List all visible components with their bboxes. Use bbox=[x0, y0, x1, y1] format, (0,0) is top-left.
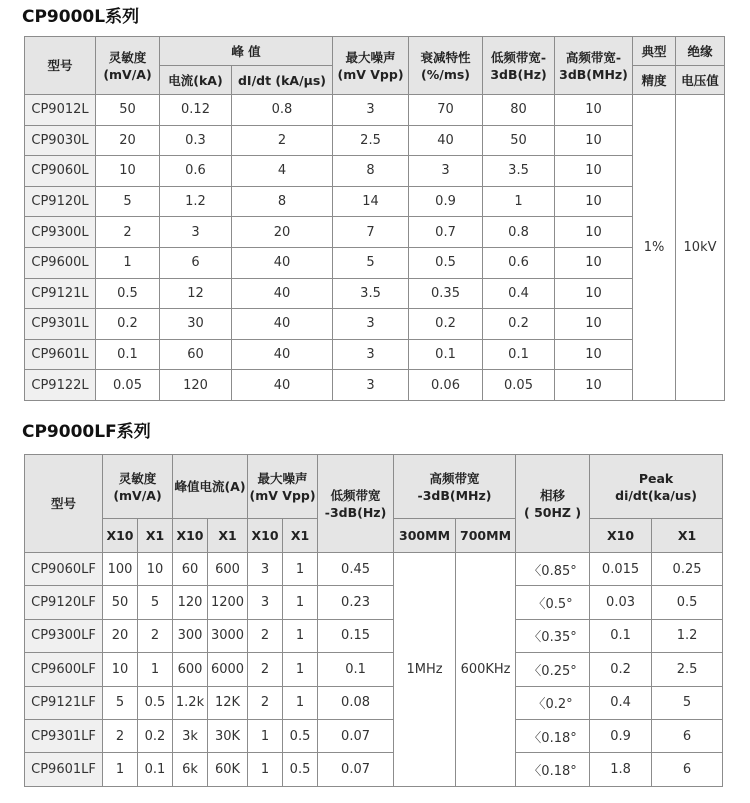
cell-model: CP9120L bbox=[25, 186, 96, 217]
table-row bbox=[25, 186, 725, 217]
cell-droop: 40 bbox=[409, 125, 483, 156]
cell-hf-bandwidth: 10 bbox=[555, 370, 633, 401]
cell-didt-x1: 0.5 bbox=[652, 586, 723, 619]
cell-noise-x1: 1 bbox=[283, 619, 318, 652]
cell-hf-bandwidth: 10 bbox=[555, 156, 633, 187]
cell-hf-bandwidth: 10 bbox=[555, 247, 633, 278]
cell-droop: 70 bbox=[409, 95, 483, 126]
header-peak-didt: Peak di/dt(ka/us) bbox=[590, 455, 723, 519]
cell-peak-didt: 40 bbox=[232, 247, 333, 278]
cell-didt-x1: 0.25 bbox=[652, 553, 723, 586]
header-insulation-bottom: 电压值 bbox=[676, 66, 725, 95]
cell-sensitivity: 5 bbox=[96, 186, 160, 217]
cell-didt-x1: 2.5 bbox=[652, 653, 723, 686]
cell-peak-x10: 1.2k bbox=[173, 686, 208, 719]
cell-lf-bandwidth: 0.07 bbox=[318, 719, 394, 752]
cell-hf-bandwidth: 10 bbox=[555, 339, 633, 370]
cell-noise: 14 bbox=[333, 186, 409, 217]
cell-model: CP9120LF bbox=[25, 586, 103, 619]
table-row bbox=[25, 370, 725, 401]
header-sens-x10: X10 bbox=[103, 519, 138, 553]
cell-sensitivity: 10 bbox=[96, 156, 160, 187]
cell-peak-x10: 300 bbox=[173, 619, 208, 652]
cell-phase: 〈0.18° bbox=[516, 719, 590, 752]
cell-sensitivity: 20 bbox=[96, 125, 160, 156]
cell-model: CP9600LF bbox=[25, 653, 103, 686]
table-row bbox=[25, 653, 723, 686]
table-row bbox=[25, 719, 723, 752]
cell-hf-bandwidth: 10 bbox=[555, 309, 633, 340]
cell-lf-bandwidth: 0.2 bbox=[483, 309, 555, 340]
table-row bbox=[25, 278, 725, 309]
cell-model: CP9060L bbox=[25, 156, 96, 187]
cell-noise: 2.5 bbox=[333, 125, 409, 156]
cell-peak-current: 0.12 bbox=[160, 95, 232, 126]
cell-peak-x1: 6000 bbox=[208, 653, 248, 686]
cell-noise: 3 bbox=[333, 339, 409, 370]
cell-peak-didt: 40 bbox=[232, 278, 333, 309]
cell-didt-x10: 0.1 bbox=[590, 619, 652, 652]
cell-lf-bandwidth: 0.6 bbox=[483, 247, 555, 278]
cell-peak-current: 0.3 bbox=[160, 125, 232, 156]
header-peak: 峰 值 bbox=[160, 37, 333, 66]
cell-lf-bandwidth: 0.23 bbox=[318, 586, 394, 619]
cell-droop: 0.9 bbox=[409, 186, 483, 217]
table1-title: CP9000L系列 bbox=[22, 7, 140, 27]
cell-peak-x1: 1200 bbox=[208, 586, 248, 619]
table-row bbox=[25, 247, 725, 278]
header-peak-current: 峰值电流(A) bbox=[173, 455, 248, 519]
cell-peak-current: 30 bbox=[160, 309, 232, 340]
table-row bbox=[25, 753, 723, 786]
header-model: 型号 bbox=[25, 37, 96, 95]
cell-noise-x1: 1 bbox=[283, 686, 318, 719]
cell-peak-didt: 2 bbox=[232, 125, 333, 156]
cell-peak-didt: 0.8 bbox=[232, 95, 333, 126]
cell-hf-bandwidth: 10 bbox=[555, 186, 633, 217]
cell-sensitivity: 0.05 bbox=[96, 370, 160, 401]
cell-didt-x1: 5 bbox=[652, 686, 723, 719]
cell-peak-didt: 20 bbox=[232, 217, 333, 248]
cell-noise: 3 bbox=[333, 309, 409, 340]
cell-lf-bandwidth: 0.07 bbox=[318, 753, 394, 786]
cell-noise-x10: 2 bbox=[248, 686, 283, 719]
cell-sens-x10: 1 bbox=[103, 753, 138, 786]
cell-droop: 0.1 bbox=[409, 339, 483, 370]
header-phase: 相移 ( 50HZ ) bbox=[516, 455, 590, 553]
header-noise-x1: X1 bbox=[283, 519, 318, 553]
header-droop: 衰减特性 (%/ms) bbox=[409, 37, 483, 95]
header-hf-300mm: 300MM bbox=[394, 519, 456, 553]
header-didt-x1: X1 bbox=[652, 519, 723, 553]
cell-accuracy: 1% bbox=[633, 95, 676, 401]
header-peak-current: 电流(kA) bbox=[160, 66, 232, 95]
header-sensitivity: 灵敏度 (mV/A) bbox=[103, 455, 173, 519]
cell-model: CP9122L bbox=[25, 370, 96, 401]
cell-model: CP9301L bbox=[25, 309, 96, 340]
cell-sens-x1: 2 bbox=[138, 619, 173, 652]
cell-sensitivity: 1 bbox=[96, 247, 160, 278]
cell-didt-x10: 0.2 bbox=[590, 653, 652, 686]
cell-peak-x10: 6k bbox=[173, 753, 208, 786]
cell-peak-current: 3 bbox=[160, 217, 232, 248]
cell-sens-x10: 50 bbox=[103, 586, 138, 619]
cell-phase: 〈0.2° bbox=[516, 686, 590, 719]
cell-lf-bandwidth: 1 bbox=[483, 186, 555, 217]
cell-sens-x1: 5 bbox=[138, 586, 173, 619]
cell-phase: 〈0.5° bbox=[516, 586, 590, 619]
cell-didt-x10: 0.4 bbox=[590, 686, 652, 719]
cell-peak-x10: 600 bbox=[173, 653, 208, 686]
cell-phase: 〈0.35° bbox=[516, 619, 590, 652]
cell-phase: 〈0.25° bbox=[516, 653, 590, 686]
cell-model: CP9030L bbox=[25, 125, 96, 156]
cell-hf-bandwidth: 10 bbox=[555, 95, 633, 126]
cell-noise-x10: 3 bbox=[248, 586, 283, 619]
table-row bbox=[25, 217, 725, 248]
cell-model: CP9300LF bbox=[25, 619, 103, 652]
cell-sens-x10: 2 bbox=[103, 719, 138, 752]
cell-sens-x1: 1 bbox=[138, 653, 173, 686]
cell-peak-x1: 30K bbox=[208, 719, 248, 752]
cell-noise: 8 bbox=[333, 156, 409, 187]
header-peak-didt: dI/dt (kA/μs) bbox=[232, 66, 333, 95]
header-sens-x1: X1 bbox=[138, 519, 173, 553]
header-accuracy-top: 典型 bbox=[633, 37, 676, 66]
header-accuracy-bottom: 精度 bbox=[633, 66, 676, 95]
table-row bbox=[25, 586, 723, 619]
cell-noise-x10: 2 bbox=[248, 653, 283, 686]
cell-noise-x10: 3 bbox=[248, 553, 283, 586]
cp9000l-spec-table bbox=[24, 36, 725, 401]
cell-phase: 〈0.85° bbox=[516, 553, 590, 586]
cell-peak-didt: 8 bbox=[232, 186, 333, 217]
cell-sens-x10: 5 bbox=[103, 686, 138, 719]
cell-noise-x1: 0.5 bbox=[283, 753, 318, 786]
header-model: 型号 bbox=[25, 455, 103, 553]
cell-lf-bandwidth: 80 bbox=[483, 95, 555, 126]
cell-lf-bandwidth: 0.05 bbox=[483, 370, 555, 401]
header-hf-bandwidth: 高频带宽- 3dB(MHz) bbox=[555, 37, 633, 95]
cell-droop: 0.7 bbox=[409, 217, 483, 248]
cell-noise-x1: 1 bbox=[283, 586, 318, 619]
cell-sens-x1: 0.5 bbox=[138, 686, 173, 719]
cell-noise-x1: 1 bbox=[283, 553, 318, 586]
header-lf-bandwidth: 低频带宽 -3dB(Hz) bbox=[318, 455, 394, 553]
cell-model: CP9301LF bbox=[25, 719, 103, 752]
header-noise-x10: X10 bbox=[248, 519, 283, 553]
cell-hf-bandwidth: 10 bbox=[555, 278, 633, 309]
cell-sensitivity: 0.5 bbox=[96, 278, 160, 309]
cell-lf-bandwidth: 0.1 bbox=[318, 653, 394, 686]
cell-model: CP9012L bbox=[25, 95, 96, 126]
cell-sensitivity: 50 bbox=[96, 95, 160, 126]
table-row bbox=[25, 619, 723, 652]
cell-lf-bandwidth: 0.1 bbox=[483, 339, 555, 370]
cell-lf-bandwidth: 0.08 bbox=[318, 686, 394, 719]
table-row bbox=[25, 156, 725, 187]
cell-lf-bandwidth: 0.8 bbox=[483, 217, 555, 248]
header-noise: 最大噪声 (mV Vpp) bbox=[248, 455, 318, 519]
cell-hf-300mm: 1MHz bbox=[394, 553, 456, 787]
cell-phase: 〈0.18° bbox=[516, 753, 590, 786]
cell-droop: 0.5 bbox=[409, 247, 483, 278]
cell-noise-x10: 1 bbox=[248, 753, 283, 786]
table-row bbox=[25, 553, 723, 586]
cell-hf-bandwidth: 10 bbox=[555, 217, 633, 248]
cell-droop: 0.2 bbox=[409, 309, 483, 340]
cell-peak-x10: 120 bbox=[173, 586, 208, 619]
cell-hf-bandwidth: 10 bbox=[555, 125, 633, 156]
cell-sensitivity: 0.2 bbox=[96, 309, 160, 340]
header-lf-bandwidth: 低频带宽- 3dB(Hz) bbox=[483, 37, 555, 95]
cell-peak-current: 0.6 bbox=[160, 156, 232, 187]
cell-peak-current: 12 bbox=[160, 278, 232, 309]
cell-lf-bandwidth: 0.4 bbox=[483, 278, 555, 309]
cell-noise: 7 bbox=[333, 217, 409, 248]
cell-peak-current: 60 bbox=[160, 339, 232, 370]
table2-title: CP9000LF系列 bbox=[22, 422, 151, 442]
cell-didt-x1: 1.2 bbox=[652, 619, 723, 652]
cell-peak-x1: 12K bbox=[208, 686, 248, 719]
cell-lf-bandwidth: 50 bbox=[483, 125, 555, 156]
cell-didt-x10: 0.9 bbox=[590, 719, 652, 752]
header-didt-x10: X10 bbox=[590, 519, 652, 553]
header-hf-700mm: 700MM bbox=[456, 519, 516, 553]
cell-sens-x10: 10 bbox=[103, 653, 138, 686]
header-peak-x1: X1 bbox=[208, 519, 248, 553]
cell-didt-x10: 0.015 bbox=[590, 553, 652, 586]
cell-sensitivity: 2 bbox=[96, 217, 160, 248]
cell-noise-x10: 2 bbox=[248, 619, 283, 652]
cell-peak-x10: 3k bbox=[173, 719, 208, 752]
cell-lf-bandwidth: 0.15 bbox=[318, 619, 394, 652]
header-sensitivity: 灵敏度 (mV/A) bbox=[96, 37, 160, 95]
cell-hf-700mm: 600KHz bbox=[456, 553, 516, 787]
cell-peak-current: 120 bbox=[160, 370, 232, 401]
cell-lf-bandwidth: 0.45 bbox=[318, 553, 394, 586]
cell-noise: 3.5 bbox=[333, 278, 409, 309]
cell-model: CP9121LF bbox=[25, 686, 103, 719]
cell-model: CP9600L bbox=[25, 247, 96, 278]
cell-insulation: 10kV bbox=[676, 95, 725, 401]
cell-peak-didt: 40 bbox=[232, 370, 333, 401]
cell-peak-didt: 40 bbox=[232, 339, 333, 370]
cell-sens-x1: 10 bbox=[138, 553, 173, 586]
cell-peak-x10: 60 bbox=[173, 553, 208, 586]
cell-peak-x1: 3000 bbox=[208, 619, 248, 652]
cell-droop: 0.06 bbox=[409, 370, 483, 401]
cell-peak-didt: 40 bbox=[232, 309, 333, 340]
cell-droop: 3 bbox=[409, 156, 483, 187]
cell-model: CP9601L bbox=[25, 339, 96, 370]
cell-didt-x1: 6 bbox=[652, 753, 723, 786]
cell-didt-x10: 1.8 bbox=[590, 753, 652, 786]
cell-peak-current: 6 bbox=[160, 247, 232, 278]
header-hf-bandwidth: 高频带宽 -3dB(MHz) bbox=[394, 455, 516, 519]
cell-peak-x1: 600 bbox=[208, 553, 248, 586]
header-peak-x10: X10 bbox=[173, 519, 208, 553]
cell-didt-x10: 0.03 bbox=[590, 586, 652, 619]
cell-sens-x1: 0.1 bbox=[138, 753, 173, 786]
cell-model: CP9601LF bbox=[25, 753, 103, 786]
cell-model: CP9060LF bbox=[25, 553, 103, 586]
cp9000lf-spec-table bbox=[24, 454, 723, 787]
cell-droop: 0.35 bbox=[409, 278, 483, 309]
cell-lf-bandwidth: 3.5 bbox=[483, 156, 555, 187]
table-row bbox=[25, 125, 725, 156]
cell-noise-x1: 1 bbox=[283, 653, 318, 686]
cell-sens-x10: 100 bbox=[103, 553, 138, 586]
cell-noise: 3 bbox=[333, 370, 409, 401]
cell-sens-x1: 0.2 bbox=[138, 719, 173, 752]
cell-noise-x1: 0.5 bbox=[283, 719, 318, 752]
cell-didt-x1: 6 bbox=[652, 719, 723, 752]
cell-peak-x1: 60K bbox=[208, 753, 248, 786]
cell-model: CP9300L bbox=[25, 217, 96, 248]
cell-sens-x10: 20 bbox=[103, 619, 138, 652]
cell-peak-didt: 4 bbox=[232, 156, 333, 187]
cell-sensitivity: 0.1 bbox=[96, 339, 160, 370]
cell-noise: 5 bbox=[333, 247, 409, 278]
cell-noise: 3 bbox=[333, 95, 409, 126]
header-noise: 最大噪声 (mV Vpp) bbox=[333, 37, 409, 95]
cell-peak-current: 1.2 bbox=[160, 186, 232, 217]
table-row bbox=[25, 686, 723, 719]
cell-noise-x10: 1 bbox=[248, 719, 283, 752]
header-insulation-top: 绝缘 bbox=[676, 37, 725, 66]
table-row bbox=[25, 95, 725, 126]
cell-model: CP9121L bbox=[25, 278, 96, 309]
table-row bbox=[25, 309, 725, 340]
table-row bbox=[25, 339, 725, 370]
